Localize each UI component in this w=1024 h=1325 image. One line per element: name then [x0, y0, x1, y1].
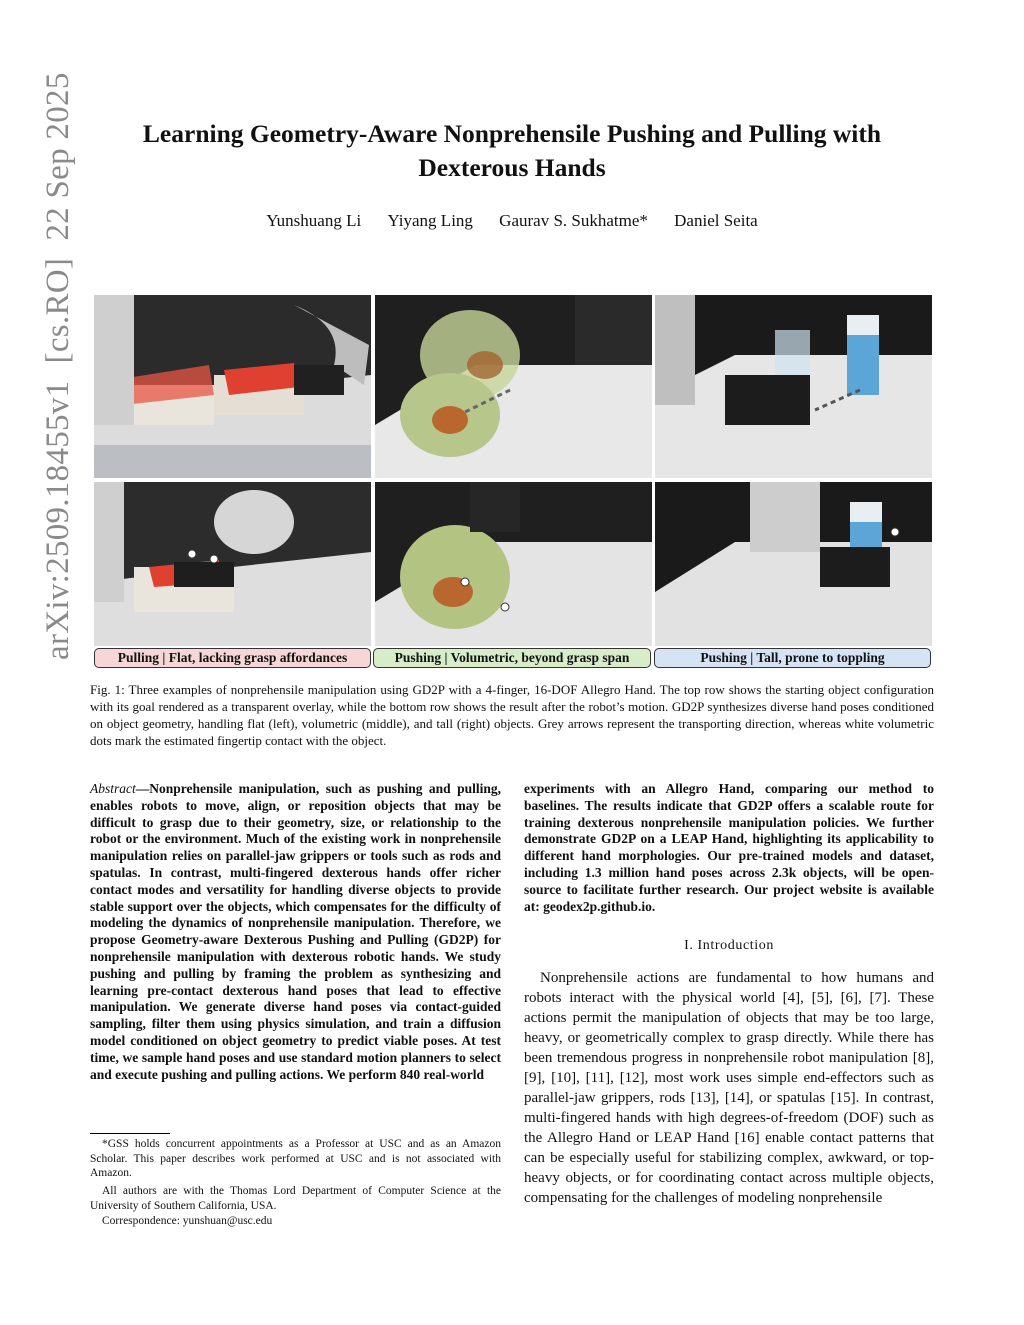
- section-heading: I. Introduction: [684, 938, 774, 953]
- figure-photo-pulling-start: [94, 295, 371, 478]
- paper-title: Learning Geometry-Aware Nonprehensile Pushing and Pulling with Dexterous Hands: [142, 119, 882, 182]
- figure-panel-label-pushing-tall: Pushing | Tall, prone to toppling: [654, 648, 931, 668]
- author: Daniel Seita: [674, 211, 758, 230]
- author: Yiyang Ling: [387, 211, 473, 230]
- footnote: *GSS holds concurrent appointments as a Professor at USC and as an Amazon Scholar. This paper describes work performed at USC and is not associated with Amazon.: [90, 1138, 501, 1180]
- section-body: Nonprehensile actions are fundamental to how humans and robots interact with the physical world [4], [5], [6], [7]. These actions permit the manipulation of objects that may be too large, heavy, or geometrically complex to grasp directly. While there has been tremendous progress in nonprehensile robot manipulation [8], [9], [10], [11], [12], most work uses simple end-effectors such as parallel-jaw grippers, rods [13], [14], or spatulas [15]. In contrast, multi-fingered hands with high degrees-of-freedom (DOF) such as the Allegro Hand or LEAP Hand [16] enable contact patterns that can be especially useful for stabilizing complex, awkward, or top-heavy objects, or for coordinating contact across multiple objects, compensating for the challenges of modeling nonprehensile: [524, 970, 934, 1206]
- abstract-lead: Abstract: [90, 781, 136, 796]
- figure-caption: Fig. 1: Three examples of nonprehensile manipulation using GD2P with a 4-finger, 16-DOF Allegro Hand. The top row shows the starting object configuration with its goal rendered as a transparent overlay, while the bottom row shows the result after the robot’s motion. GD2P synthesizes diverse hand poses conditioned on object geometry, handling flat (left), volumetric (middle), and tall (right) objects. Grey arrows represent the transporting direction, whereas white volumetric dots mark the estimated fingertip contact with the object.: [90, 682, 934, 748]
- author-list: [100, 211, 924, 231]
- footnote: Correspondence: yunshuan@usc.edu: [102, 1215, 273, 1227]
- author: Gaurav S. Sukhatme*: [499, 211, 648, 230]
- abstract-body: —Nonprehensile manipulation, such as pushing and pulling, enables robots to move, align, or reposition objects that may be difficult to grasp due to their geometry, size, or relationship to the robot or the environment. Much of the existing work in nonprehensile manipulation relies on parallel-jaw grippers or tools such as rods and spatulas. In contrast, multi-fingered dexterous hands offer richer contact modes and versatility for handling diverse objects to provide stable support over the objects, which compensates for the difficulty of modeling the dynamics of nonprehensile manipulation. Therefore, we propose Geometry-aware Dexterous Pushing and Pulling (GD2P) for nonprehensile manipulation with dexterous robotic hands. We study pushing and pulling by framing the problem as synthesizing and learning pre-contact dexterous hand poses that lead to effective manipulation. We generate diverse hand poses via contact-guided sampling, filter them using physics simulation, and train a diffusion model conditioned on object geometry to predict viable poses. At test time, we sample hand poses and use standard motion planners to select and execute pushing and pulling actions. We perform 840 real-world: [90, 781, 501, 1082]
- figure-photo-pulling-end: [94, 482, 371, 646]
- figure-photo-tall-start: [655, 295, 932, 478]
- footnote-divider: [90, 1133, 170, 1134]
- author: Yunshuang Li: [266, 211, 362, 230]
- figure-panel-label-pulling: Pulling | Flat, lacking grasp affordances: [94, 648, 371, 668]
- abstract-continued: experiments with an Allegro Hand, comparing our method to baselines. The results indicate that GD2P offers a scalable route for training dexterous nonprehensile manipulation policies. We further demonstrate GD2P on a LEAP Hand, highlighting its applicability to different hand morphologies. Our pre-trained models and dataset, including 1.3 million hand poses across 2.3k objects, will be open-source to facilitate further research. Our project website is available at: geodex2p.github.io.: [524, 781, 934, 914]
- figure-photo-tall-end: [655, 482, 932, 646]
- arxiv-identifier: arXiv:2509.18455v1 [cs.RO] 22 Sep 2025: [40, 72, 76, 660]
- figure-photo-pushing-start: [375, 295, 652, 478]
- abstract: [90, 781, 501, 1083]
- footnote: All authors are with the Thomas Lord Department of Computer Science at the University of Southern California, USA.: [90, 1185, 501, 1212]
- figure-panel-label-pushing-volumetric: Pushing | Volumetric, beyond grasp span: [373, 648, 651, 668]
- figure-photo-pushing-end: [375, 482, 652, 646]
